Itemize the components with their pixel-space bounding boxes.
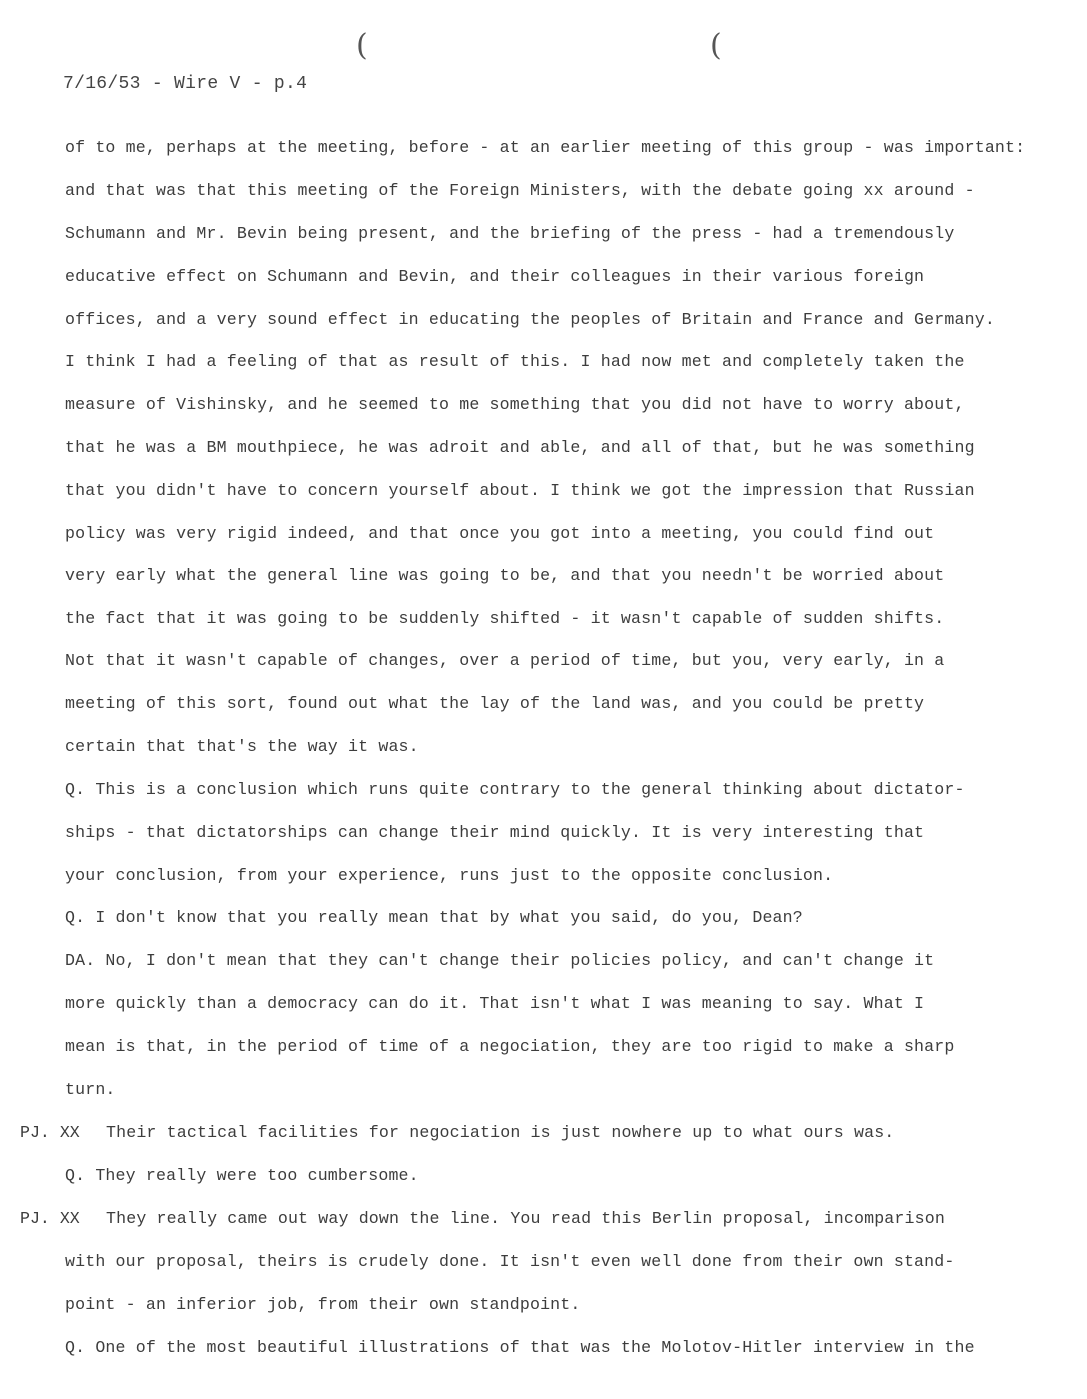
text-line: turn. <box>65 1080 116 1099</box>
answer-line: They really came out way down the line. You read this Berlin proposal, incomparison <box>106 1209 945 1228</box>
text-line: your conclusion, from your experience, runs just to the opposite conclusion. <box>65 866 834 885</box>
text-line: ships - that dictatorships can change their mind quickly. It is very interesting that <box>65 823 925 842</box>
text-line: offices, and a very sound effect in educating the peoples of Britain and France and Germany. <box>65 310 995 329</box>
text-line: of to me, perhaps at the meeting, before - at an earlier meeting of this group - was important: <box>65 138 1026 157</box>
text-line: very early what the general line was going to be, and that you needn't be worried about <box>65 566 945 585</box>
text-line: policy was very rigid indeed, and that once you got into a meeting, you could find out <box>65 524 935 543</box>
margin-mark-right: ( <box>710 28 722 63</box>
text-line: certain that that's the way it was. <box>65 737 419 756</box>
question-line: Q. This is a conclusion which runs quite contrary to the general thinking about dictator- <box>65 780 965 799</box>
text-line: I think I had a feeling of that as result of this. I had now met and completely taken the <box>65 352 965 371</box>
speaker-tag: PJ. XX <box>20 1209 80 1228</box>
page-header: 7/16/53 - Wire V - p.4 <box>63 74 308 94</box>
text-line: more quickly than a democracy can do it. That isn't what I was meaning to say. What I <box>65 994 925 1013</box>
question-line: Q. One of the most beautiful illustrations of that was the Molotov-Hitler interview in the <box>65 1338 975 1357</box>
text-line: that you didn't have to concern yourself about. I think we got the impression that Russian <box>65 481 975 500</box>
text-line: the fact that it was going to be suddenly shifted - it wasn't capable of sudden shifts. <box>65 609 945 628</box>
margin-mark-left: ( <box>356 28 368 63</box>
speaker-tag: PJ. XX <box>20 1123 80 1142</box>
question-line: Q. I don't know that you really mean that by what you said, do you, Dean? <box>65 908 803 927</box>
text-line: educative effect on Schumann and Bevin, and their colleagues in their various foreign <box>65 267 925 286</box>
answer-line: DA. No, I don't mean that they can't change their policies policy, and can't change it <box>65 951 935 970</box>
text-line: measure of Vishinsky, and he seemed to me something that you did not have to worry about, <box>65 395 965 414</box>
text-line: mean is that, in the period of time of a negociation, they are too rigid to make a sharp <box>65 1037 955 1056</box>
text-line: Schumann and Mr. Bevin being present, and the briefing of the press - had a tremendously <box>65 224 955 243</box>
text-line: that he was a BM mouthpiece, he was adroit and able, and all of that, but he was something <box>65 438 975 457</box>
question-line: Q. They really were too cumbersome. <box>65 1166 419 1185</box>
answer-line: Their tactical facilities for negociation is just nowhere up to what ours was. <box>106 1123 895 1142</box>
text-line: with our proposal, theirs is crudely done. It isn't even well done from their own stand- <box>65 1252 955 1271</box>
text-line: meeting of this sort, found out what the lay of the land was, and you could be pretty <box>65 694 925 713</box>
text-line: Not that it wasn't capable of changes, over a period of time, but you, very early, in a <box>65 651 945 670</box>
text-line: point - an inferior job, from their own standpoint. <box>65 1295 581 1314</box>
text-line: and that was that this meeting of the Foreign Ministers, with the debate going xx around - <box>65 181 975 200</box>
